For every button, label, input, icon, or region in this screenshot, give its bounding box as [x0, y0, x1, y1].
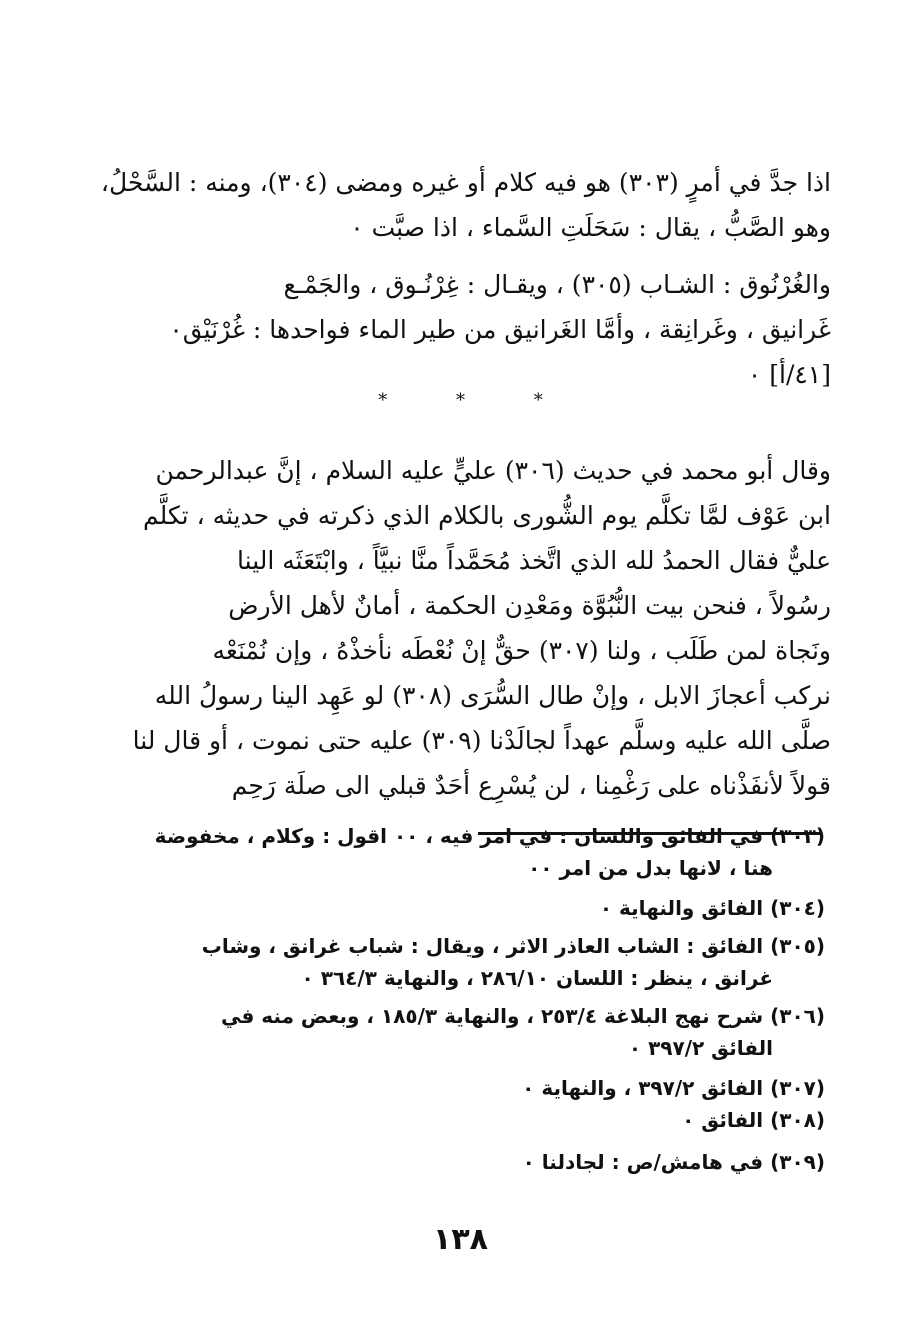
paragraph-3-line: نركب أعجازَ الابل ، وإنْ طال السُّرَى (٣٠٨) لو عَهِد الينا رسولُ الله	[154, 681, 831, 710]
footnote	[202, 930, 825, 994]
footnote	[682, 1104, 825, 1136]
footnote	[155, 820, 825, 884]
separator-star: *	[378, 390, 388, 411]
paragraph-3	[71, 448, 831, 808]
paragraph-2-line: والغُرْنُوق : الشـاب (٣٠٥) ، ويقـال : غِرْنُـوق ، والجَمْـع	[283, 270, 831, 299]
paragraph-3-line: عليٌّ فقال الحمدُ لله الذي اتَّخذ مُحَمَّداً منَّا نبيَّاً ، وابْتَعَثَه الينا	[237, 546, 831, 575]
separator-star: *	[456, 390, 465, 411]
footnote	[522, 1072, 825, 1104]
paragraph-3-line: صلَّى الله عليه وسلَّم عهداً لجالَدْنا (٣٠٩) عليه حتى نموت ، أو قال لنا	[132, 726, 831, 755]
paragraph-3-line: قولاً لأنفَذْناه على رَغْمِنا ، لن يُسْرِع أحَدٌ قبلي الى صلَة رَحِم	[231, 771, 831, 800]
paragraph-3-line: ابن عَوْف لمَّا تكلَّم يوم الشُّورى بالكلام الذي ذكرته في حديثه ، تكلَّم	[142, 501, 831, 530]
paragraph-3-line: رسُولاً ، فنحن بيت النُّبُوَّة ومَعْدِن الحكمة ، أمانٌ لأهل الأرض	[228, 591, 831, 620]
footnote-number: (٣٠٦)	[770, 1004, 825, 1028]
paragraph-1	[71, 160, 831, 250]
footnote-number: (٣٠٣)	[770, 824, 825, 848]
section-separator	[0, 390, 921, 411]
paragraph-3-line: ونَجاة لمن طَلَب ، ولنا (٣٠٧) حقٌّ إنْ نُعْطَه نأخذْهُ ، وإن نُمْنَعْه	[212, 636, 831, 665]
footnote	[600, 892, 825, 924]
footnote-text: في هامش/ص : لجادلنا ٠	[522, 1150, 764, 1174]
footnote-text: شرح نهج البلاغة ٢٥٣/٤ ، والنهاية ١٨٥/٣ ، وبعض منه في	[221, 1004, 764, 1028]
footnote-number: (٣٠٤)	[770, 896, 825, 920]
footnote-text: الفائق ٣٩٧/٢ ٠	[628, 1036, 773, 1060]
paragraph-2-line: غَرانيق ، وغَرانِقة ، وأمَّا الغَرانيق من طير الماء فواحدها : غُرْنَيْق٠	[169, 315, 831, 344]
paragraph-1-line: اذا جدَّ في أمرٍ (٣٠٣) هو فيه كلام أو غيره ومضى (٣٠٤)، ومنه : السَّحْلُ،	[100, 168, 831, 197]
footnote-number: (٣٠٨)	[770, 1108, 825, 1132]
separator-star: *	[533, 390, 543, 411]
footnote-text: هنا ، لانها بدل من امر ٠٠	[528, 856, 773, 880]
footnote-text: غرانق ، ينظر : اللسان ٢٨٦/١٠ ، والنهاية ٣٦٤/٣ ٠	[301, 966, 773, 990]
footnote	[523, 1146, 825, 1178]
paragraph-1-line: وهو الصَّبُّ ، يقال : سَحَلَتِ السَّماء ، اذا صبَّت ٠	[350, 213, 831, 242]
footnote-number: (٣٠٧)	[770, 1076, 825, 1100]
footnote	[221, 1000, 825, 1064]
footnote-text: الفائق : الشاب العاذر الاثر ، ويقال : شباب غرانق ، وشاب	[201, 934, 764, 958]
footnote-text: الفائق ٣٩٧/٢ ، والنهاية ٠	[522, 1076, 764, 1100]
paragraph-3-line: وقال أبو محمد في حديث (٣٠٦) عليٍّ عليه السلام ، إنَّ عبدالرحمن	[155, 456, 831, 485]
footnote-number: (٣٠٥)	[770, 934, 825, 958]
page-number: ١٣٨	[433, 1222, 488, 1257]
footnote-text: في الفائق واللسان : في امر فيه ، ٠٠ اقول : وكلام ، مخفوضة	[154, 824, 764, 848]
paragraph-2-line: [٤١/أ] ٠	[747, 360, 831, 389]
paragraph-2	[71, 262, 831, 397]
footnote-number: (٣٠٩)	[770, 1150, 825, 1174]
footnote-text: الفائق والنهاية ٠	[599, 896, 764, 920]
footnote-text: الفائق ٠	[682, 1108, 764, 1132]
